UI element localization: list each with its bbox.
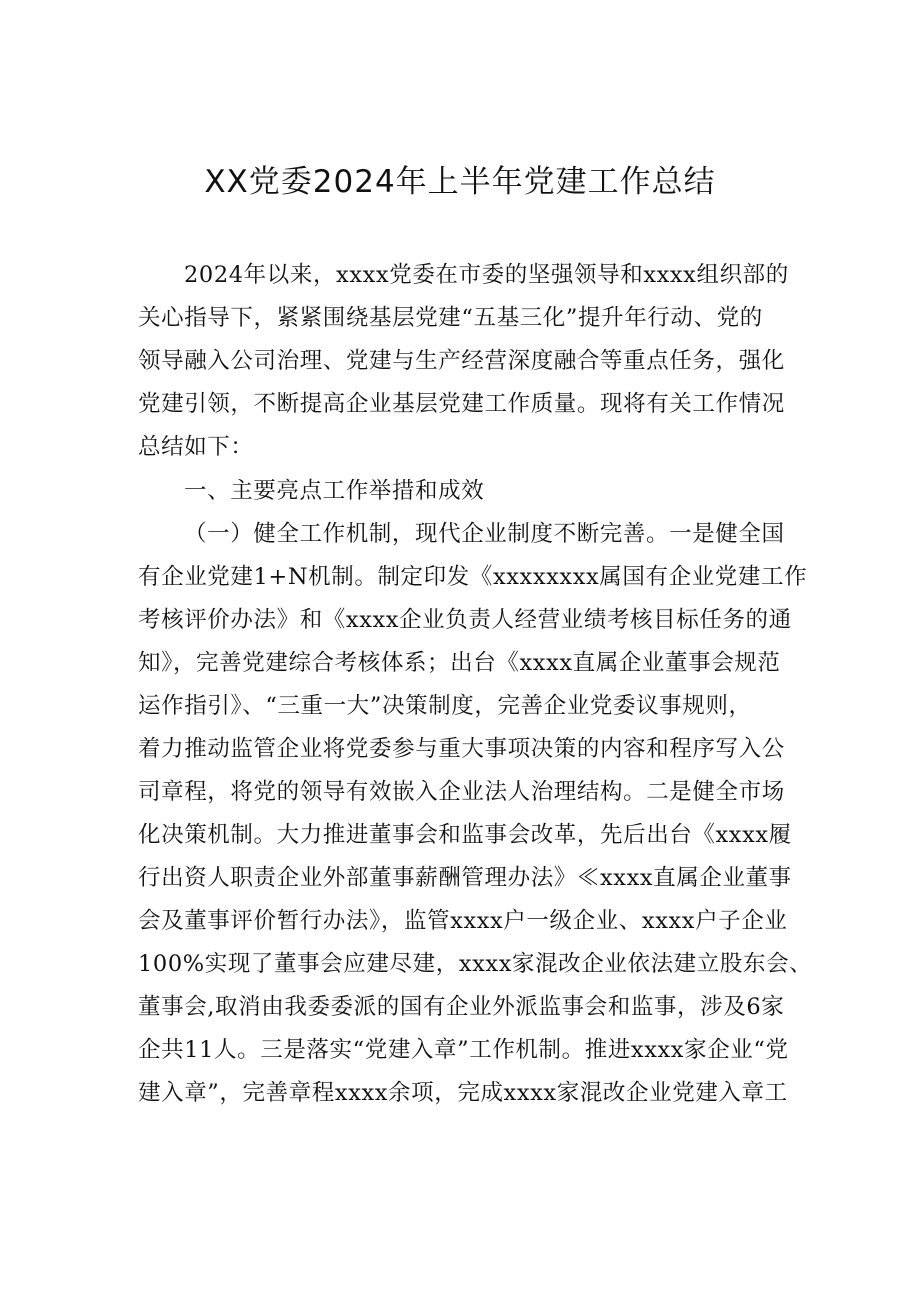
paragraph-line: 考核评价办法》和《xxxx企业负责人经营业绩考核目标任务的通: [138, 607, 792, 633]
paragraph-line: 党建引领，不断提高企业基层党建工作质量。现将有关工作情况: [138, 391, 785, 417]
paragraph-line: 化决策机制。大力推进董事会和监事会改革，先后出台《xxxx履: [138, 822, 792, 848]
paragraph-line: 董事会,取消由我委委派的国有企业外派监事会和监事，涉及6家: [138, 994, 785, 1020]
paragraph-line: （一）健全工作机制，现代企业制度不断完善。一是健全国: [184, 521, 785, 547]
paragraph-line: 会及董事评价暂行办法》，监管xxxx户一级企业、xxxx户子企业: [138, 908, 788, 934]
section-heading: 一、主要亮点工作举措和成效: [184, 478, 485, 504]
paragraph-line: 领导融入公司治理、党建与生产经营深度融合等重点任务，强化: [138, 348, 785, 374]
paragraph-line: 100%实现了董事会应建尽建，xxxx家混改企业依法建立股东会、: [138, 951, 813, 977]
paragraph-line: 知》，完善党建综合考核体系；出台《xxxx直属企业董事会规范: [138, 650, 781, 676]
paragraph-line: 2024年以来，xxxx党委在市委的坚强领导和xxxx组织部的: [184, 262, 789, 288]
paragraph-line: 着力推动监管企业将党委参与重大事项决策的内容和程序写入公: [138, 736, 785, 762]
paragraph-line: 企共11人。三是落实“党建入章”工作机制。推进xxxx家企业“党: [138, 1037, 789, 1063]
paragraph-line: 关心指导下，紧紧围绕基层党建“五基三化”提升年行动、党的: [138, 305, 763, 331]
paragraph-line: 运作指引》、“三重一大”决策制度，完善企业党委议事规则，: [138, 693, 752, 719]
paragraph-line: 行出资人职责企业外部董事薪酬管理办法》≪xxxx直属企业董事: [138, 865, 792, 891]
paragraph-line: 建入章”，完善章程xxxx余项，完成xxxx家混改企业党建入章工: [138, 1080, 788, 1106]
document-title: XX党委2024年上半年党建工作总结: [204, 164, 716, 200]
paragraph-line: 有企业党建1+N机制。制定印发《xxxxxxxx属国有企业党建工作: [138, 564, 808, 590]
paragraph-line: 总结如下：: [138, 434, 254, 460]
paragraph-line: 司章程，将党的领导有效嵌入企业法人治理结构。二是健全市场: [138, 779, 785, 805]
